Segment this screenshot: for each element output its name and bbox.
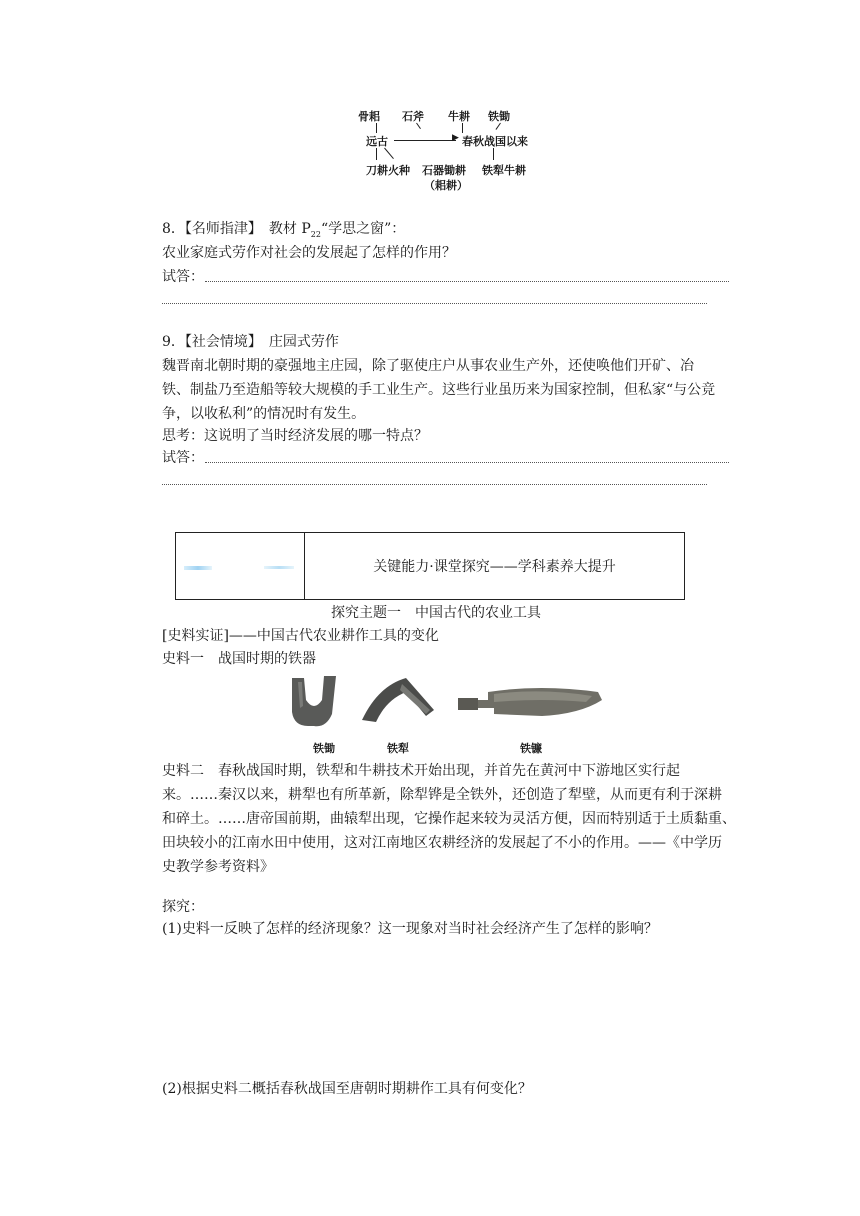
q9-title: 9．【社会情境】 庄园式劳作 — [162, 334, 339, 350]
iron-sickle-image — [458, 688, 602, 716]
banner-decoration — [176, 533, 305, 599]
diagram-node-ancient: 远古 — [366, 135, 388, 148]
q9-text-line-2: 铁、制盐乃至造船等较大规模的手工业生产。这些行业虽历来为国家控制，但私家“与公竞 — [162, 382, 716, 398]
diagram-label-bone-si: 骨耜 — [358, 110, 380, 123]
iron-hoe-image — [292, 676, 336, 726]
source-two-line-5: 史教学参考资料》 — [162, 859, 274, 875]
diagram-node-stone-hoe: 石器锄耕 — [422, 164, 466, 177]
source-two-line-2: 来。……秦汉以来，耕犁也有所革新，除犁铧是全铁外，还创造了犁壁，从而更有利于深耕 — [162, 787, 722, 803]
explore-answer-area-1[interactable] — [162, 945, 722, 1065]
diagram-label-ox-plough: 牛耕 — [448, 110, 470, 123]
diagram-node-spring-autumn: 春秋战国以来 — [462, 135, 528, 148]
explore-answer-area-2[interactable] — [162, 1105, 722, 1205]
source-one-title: 史料一 战国时期的铁器 — [162, 651, 316, 667]
tool-label-iron-hoe: 铁锄 — [313, 742, 335, 755]
tool-label-iron-plough: 铁犁 — [387, 742, 409, 755]
source-two-line-1: 史料二 春秋战国时期，铁犁和牛耕技术开始出现，并首先在黄河中下游地区实行起 — [162, 763, 680, 779]
q9-answer-line-1[interactable] — [205, 462, 729, 463]
source-two-line-3: 和碎土。……唐帝国前期，曲辕犁出现，它操作起来较为灵活方便，因而特别适于土质黏重、 — [162, 811, 736, 827]
q8-answer-line-2[interactable] — [162, 303, 707, 304]
diagram-label-iron-hoe: 铁锄 — [488, 110, 510, 123]
explore-question-1: (1)史料一反映了怎样的经济现象？这一现象对当时社会经济产生了怎样的影响？ — [162, 921, 658, 937]
q9-text-line-1: 魏晋南北朝时期的豪强地主庄园，除了驱使庄户从事农业生产外，还使唤他们开矿、冶 — [162, 358, 694, 374]
q9-think: 思考：这说明了当时经济发展的哪一特点？ — [162, 428, 428, 444]
iron-plough-image — [362, 678, 434, 722]
iron-tools-illustration — [280, 670, 610, 738]
farming-evolution-diagram: 骨耜 石斧 牛耕 铁锄 远古 ▶ 春秋战国以来 刀耕火种 石器锄耕 （耜耕） 铁犁牛耕 — [358, 110, 528, 192]
diagram-node-slash-burn: 刀耕火种 — [366, 164, 410, 177]
q9-text-line-3: 争，以收私利”的情况时有发生。 — [162, 406, 366, 422]
q8-title: 8．【名师指津】 教材 $P_{22}“$学思之窗”： — [162, 221, 406, 239]
explore-question-2: (2)根据史料二概括春秋战国至唐朝时期耕作工具有何变化？ — [162, 1081, 532, 1097]
tool-label-iron-sickle: 铁镰 — [520, 742, 542, 755]
diagram-node-si-farming: （耜耕） — [424, 179, 468, 192]
diagram-node-iron-ox: 铁犁牛耕 — [482, 164, 526, 177]
topic-heading: 探究主题一 中国古代的农业工具 — [331, 605, 541, 621]
section-banner — [175, 532, 685, 600]
section-subtitle: [史料实证]——中国古代农业耕作工具的变化 — [162, 628, 439, 644]
q9-answer-line-2[interactable] — [162, 484, 707, 485]
q8-answer-label: 试答： — [162, 269, 204, 285]
q8-question: 农业家庭式劳作对社会的发展起了怎样的作用？ — [162, 245, 456, 261]
explore-label: 探究： — [162, 899, 204, 915]
diagram-label-stone-axe: 石斧 — [402, 110, 424, 123]
banner-title: 关键能力·课堂探究——学科素养大提升 — [373, 559, 616, 575]
q8-answer-line-1[interactable] — [205, 281, 729, 282]
source-two-line-4: 田块较小的江南水田中使用，这对江南地区农耕经济的发展起了不小的作用。——《中学历 — [162, 835, 722, 851]
q9-answer-label: 试答： — [162, 450, 204, 466]
